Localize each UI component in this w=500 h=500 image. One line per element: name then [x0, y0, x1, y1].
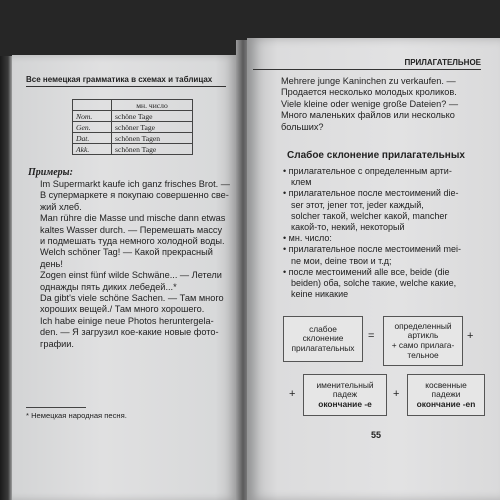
- list-item: • прилагательное после местоимений mei-: [283, 244, 461, 255]
- example-line: Welch schöner Tag! — Какой прекрасный: [40, 247, 213, 258]
- table-row: Akk. schönen Tage: [73, 144, 193, 155]
- list-item: • мн. число:: [283, 233, 332, 244]
- plural-declension-table: [72, 99, 193, 155]
- list-item: • прилагательное после местоимений die-: [283, 188, 459, 199]
- table-row: Nom. schöne Tage: [73, 111, 193, 122]
- definite-article-box: определенный артикль + само прилага- тельное: [383, 316, 463, 366]
- example-line: kaltes Wasser durch. — Перемешать массу: [40, 224, 223, 235]
- list-item: beiden) оба, solche такие, welche какие,: [291, 278, 457, 289]
- left-running-head: Все немецкая грамматика в схемах и таблицах: [26, 75, 226, 87]
- bullet-list: [283, 166, 487, 300]
- list-item: какой-то, некий, некоторый: [291, 222, 405, 233]
- oblique-cases-box: косвенные падежи окончание -en: [407, 374, 485, 416]
- table-header: мн. число: [112, 100, 193, 111]
- example-line: жий хлеб.: [40, 201, 82, 212]
- table-row: Dat. schönen Tagen: [73, 133, 193, 144]
- table-row: Gen. schöner Tage: [73, 122, 193, 133]
- example-line: den. — Я загрузил кое-какие новые фото-: [40, 327, 219, 338]
- example-line: хороших вещей./ Там много хорошего.: [40, 304, 205, 315]
- example-line: Ich habe einige neue Photos heruntergela-: [40, 315, 214, 326]
- example-line: графии.: [40, 338, 74, 349]
- example-line: день!: [40, 258, 63, 269]
- footnote-divider: [26, 407, 86, 408]
- list-item: • прилагательное с определенным арти-: [283, 166, 452, 176]
- example-line: Man rühre die Masse und mische dann etwas: [40, 213, 226, 224]
- intro-line: больших?: [281, 121, 324, 132]
- intro-line: Viele kleine oder wenige große Dateien? —: [281, 98, 459, 109]
- list-item: клем: [291, 177, 312, 188]
- intro-line: Продается несколько молодых кроликов.: [281, 87, 457, 98]
- list-item: solcher такой, welcher какой, mancher: [291, 210, 448, 221]
- example-line: и подмешать туда немного холодной воды.: [40, 236, 225, 247]
- example-line: В супермаркете я покупаю совершенно све-: [40, 190, 229, 201]
- intro-line: Много маленьких файлов или несколько: [281, 110, 455, 121]
- example-line: Da gibt's viele schöne Sachen. — Там много: [40, 293, 224, 304]
- table-header-row: [73, 100, 193, 111]
- equals-sign: =: [368, 330, 375, 342]
- list-item: ne мои, deine твои и т.д;: [291, 255, 392, 266]
- intro-block: [281, 76, 487, 133]
- list-item: keine никакие: [291, 289, 349, 300]
- right-page: [247, 38, 500, 500]
- footnote: * Немецкая народная песня.: [26, 411, 127, 420]
- page-number: 55: [371, 430, 382, 440]
- examples-title: Примеры:: [28, 167, 73, 178]
- example-line: Zogen einst fünf wilde Schwäne... — Летели: [40, 270, 222, 281]
- plus-sign: +: [289, 388, 296, 400]
- examples-block: [40, 179, 236, 350]
- right-running-head: ПРИЛАГАТЕЛЬНОЕ: [253, 58, 481, 70]
- section-title: Слабое склонение прилагательных: [287, 150, 465, 161]
- left-page: [12, 55, 238, 500]
- example-line: однажды пять диких лебедей...*: [40, 281, 177, 292]
- intro-line: Mehrere junge Kaninchen zu verkaufen. —: [281, 76, 456, 86]
- example-line: Im Supermarkt kaufe ich ganz frisches Brot. —: [40, 179, 230, 189]
- list-item: • после местоимений alle все, beide (die: [283, 266, 450, 277]
- list-item: ser этот, jener тот, jeder каждый,: [291, 199, 424, 210]
- plus-sign: +: [393, 388, 400, 400]
- nominative-box: именительный падеж окончание -e: [303, 374, 387, 416]
- weak-declension-box: слабое склонение прилагательных: [283, 316, 363, 362]
- plus-sign: +: [467, 330, 474, 342]
